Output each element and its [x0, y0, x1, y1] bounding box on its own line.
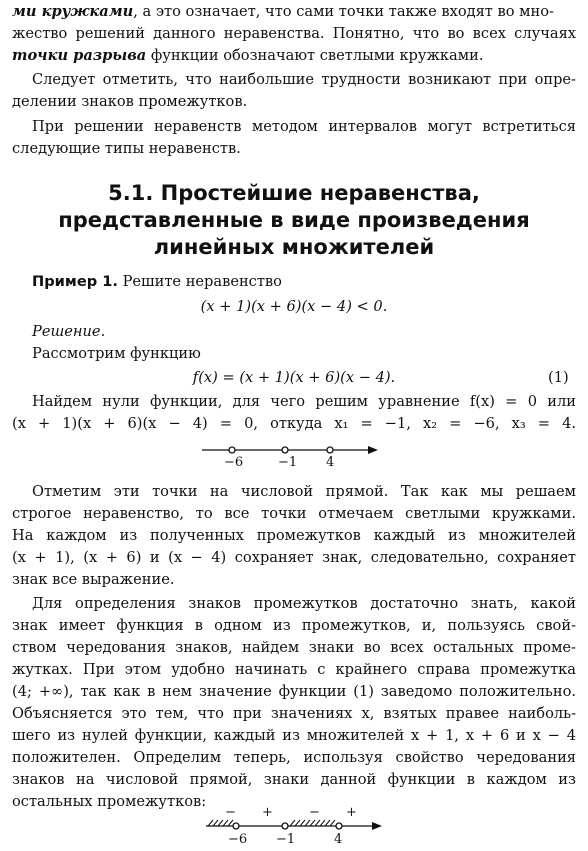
intro-line-2: жество решений данного неравенства. Понятно, что во всех случаях [12, 25, 576, 42]
nl2-open-point-minus-6 [233, 823, 239, 829]
consider-function: Рассмотрим функцию [32, 345, 201, 362]
equation-number: (1) [548, 369, 569, 386]
body-p1-line-2: строгое неравенство, то все точки отмечаем светлыми кружками. [12, 505, 576, 522]
sign-interval-3: − [309, 805, 320, 820]
nl2-tick-minus-1: −1 [276, 832, 296, 847]
nl2-tick-4: 4 [334, 832, 343, 847]
example-title: Пример 1. Решите неравенство [32, 273, 282, 290]
nl1-tick-minus-1: −1 [278, 455, 298, 470]
section-heading-line-2: представленные в виде произведения [58, 208, 530, 232]
body-p2-line-9: знаков на числовой прямой, знаки данной функции в каждом из [12, 771, 576, 788]
nl2-open-point-4 [336, 823, 342, 829]
body-p2-line-3: ством чередования знаков, найдем знаки во всех остальных проме- [12, 639, 576, 656]
sign-interval-1: − [225, 805, 236, 820]
intro-line-3: точки разрыва функции обозначают светлыми кружками. [12, 47, 484, 64]
hatching-minus-inf-to-minus-6 [208, 820, 233, 826]
hatching-minus-1-to-4 [290, 820, 335, 826]
open-point-minus-6 [229, 447, 235, 453]
intro-p2-line-1: Следует отметить, что наибольшие трудности возникают при опре- [32, 71, 576, 88]
body-p2-line-1: Для определения знаков промежутков достаточно знать, какой [32, 595, 576, 612]
nl1-tick-minus-6: −6 [224, 455, 244, 470]
nl2-open-point-minus-1 [282, 823, 288, 829]
nl2-tick-minus-6: −6 [228, 832, 248, 847]
example-inequality: (x + 1)(x + 6)(x − 4) < 0. [200, 298, 388, 315]
open-point-4 [327, 447, 333, 453]
solution-label: Решение. [32, 323, 106, 340]
sign-interval-4: + [346, 805, 357, 820]
body-p1-line-4: (x + 1), (x + 6) и (x − 4) сохраняет знак, следовательно, сохраняет [12, 549, 576, 566]
body-p1-line-5: знак все выражение. [12, 571, 175, 588]
function-formula: f(x) = (x + 1)(x + 6)(x − 4). [192, 369, 396, 386]
number-line-1-arrow [368, 446, 378, 454]
body-p2-line-6: Объясняется это тем, что при значениях x, взятых правее наиболь- [12, 705, 576, 722]
open-point-minus-1 [282, 447, 288, 453]
zeros-line-2: (x + 1)(x + 6)(x − 4) = 0, откуда x₁ = −1, x₂ = −6, x₃ = 4. [12, 415, 576, 432]
sign-interval-2: + [262, 805, 273, 820]
intro-p3-line-1: При решении неравенств методом интервалов могут встретиться [32, 118, 576, 135]
zeros-line-1: Найдем нули функции, для чего решим уравнение f(x) = 0 или [32, 393, 576, 410]
body-p1-line-1: Отметим эти точки на числовой прямой. Так как мы решаем [32, 483, 576, 500]
body-p2-line-2: знак имеет функция в одном из промежутков, и, пользуясь свой- [12, 617, 576, 634]
number-line-2-arrow [372, 822, 382, 830]
section-heading-line-1: 5.1. Простейшие неравенства, [108, 181, 480, 205]
intro-line-1: ми кружками, а это означает, что сами точки также входят во мно- [12, 3, 554, 20]
body-p2-line-8: положителен. Определим теперь, используя свойство чередования [12, 749, 576, 766]
nl1-tick-4: 4 [326, 455, 335, 470]
intro-p2-line-2: делении знаков промежутков. [12, 93, 248, 110]
body-p1-line-3: На каждом из полученных промежутков каждый из множителей [12, 527, 576, 544]
body-p2-line-10: остальных промежутков: [12, 793, 207, 810]
body-p2-line-5: (4; +∞), так как в нем значение функции (1) заведомо положительно. [12, 683, 576, 700]
body-p2-line-7: шего из нулей функции, каждый из множителей x + 1, x + 6 и x − 4 [12, 727, 576, 744]
body-p2-line-4: жутках. При этом удобно начинать с крайнего справа промежутка [12, 661, 576, 678]
section-heading-line-3: линейных множителей [153, 235, 435, 259]
intro-p3-line-2: следующие типы неравенств. [12, 140, 241, 157]
